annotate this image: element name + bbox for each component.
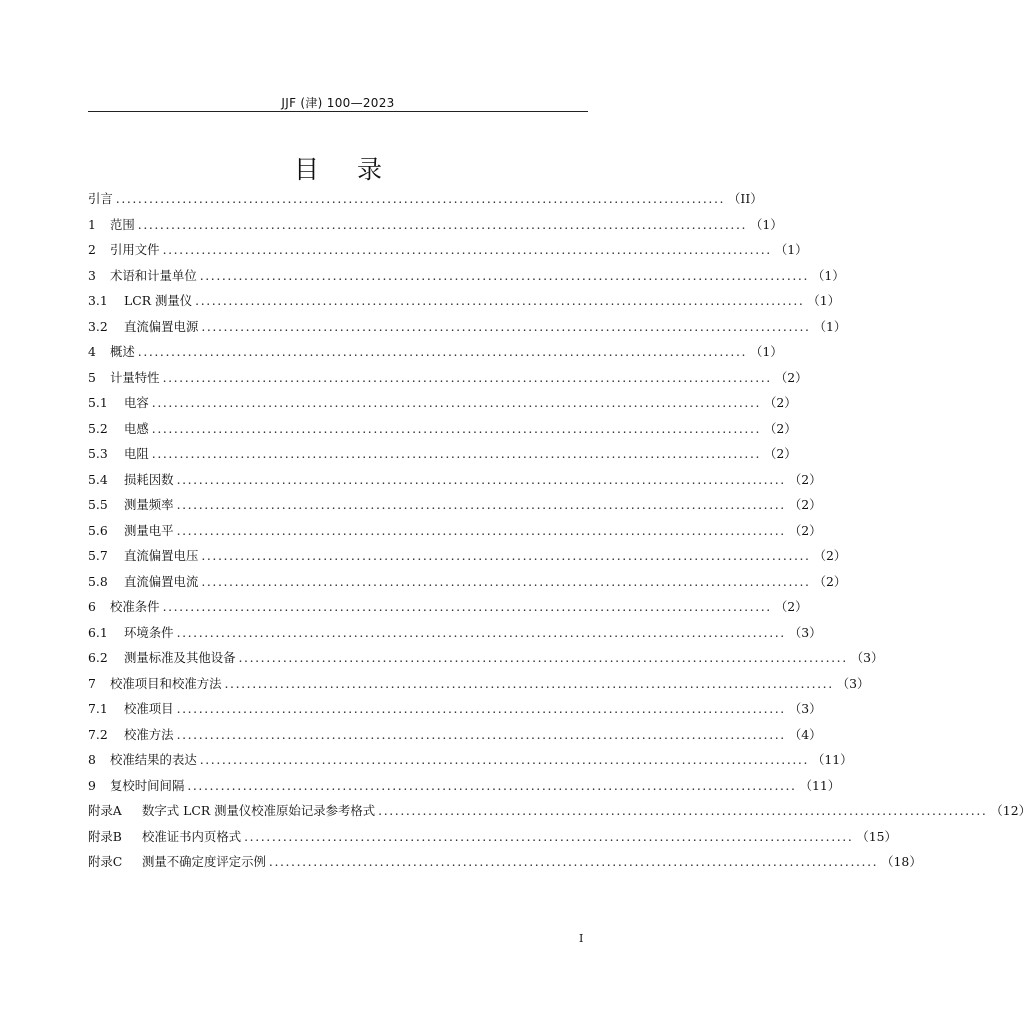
toc-number: 3.2 [88, 318, 108, 334]
toc-page: （11） [811, 752, 853, 767]
toc-label: 测量标准及其他设备 [124, 650, 236, 665]
toc-page: （2） [774, 369, 808, 385]
toc-label: 环境条件 [124, 624, 174, 640]
toc-leader: .............................................................................................................. [201, 318, 811, 334]
toc-entry[interactable] [88, 623, 822, 649]
toc-page: （1） [774, 242, 808, 257]
toc-page: （1） [811, 267, 845, 283]
toc-page: （2） [788, 471, 822, 487]
toc-number: 7.1 [88, 701, 108, 716]
toc-label: 校准项目和校准方法 [110, 675, 222, 691]
toc-number: 附录B [88, 828, 122, 844]
toc-leader: .............................................................................................................. [176, 471, 786, 487]
toc-entry[interactable] [88, 215, 783, 241]
toc-label: 校准方法 [124, 726, 174, 742]
toc-leader: .............................................................................................................. [162, 242, 772, 257]
toc-number: 9 [88, 777, 96, 793]
toc-entry[interactable] [88, 597, 808, 623]
toc-page: （12） [990, 803, 1031, 818]
toc-label: 引用文件 [110, 242, 160, 257]
toc-number: 5 [88, 369, 96, 385]
toc-label: 校准结果的表达 [110, 752, 197, 767]
toc-page: （3） [836, 675, 870, 691]
page-title: 目录 [293, 155, 420, 184]
toc-number: 8 [88, 752, 96, 767]
table-of-contents [88, 189, 1031, 878]
toc-entry[interactable] [88, 419, 797, 445]
toc-number: 5.5 [88, 497, 108, 512]
toc-entry[interactable] [88, 546, 847, 572]
toc-page: （II） [728, 191, 763, 206]
toc-entry[interactable] [88, 776, 841, 802]
toc-label: 数字式 LCR 测量仪校准原始记录参考格式 [142, 803, 376, 818]
toc-leader: .............................................................................................................. [176, 624, 786, 640]
toc-page: （4） [788, 726, 822, 742]
toc-number: 4 [88, 344, 96, 359]
toc-page: （11） [799, 777, 841, 793]
toc-page: （3） [788, 701, 822, 716]
toc-entry[interactable] [88, 827, 897, 853]
toc-number: 7 [88, 675, 96, 691]
toc-entry[interactable] [88, 189, 763, 215]
toc-number: 附录C [88, 854, 123, 869]
toc-label: 直流偏置电源 [124, 318, 199, 334]
toc-page: （2） [788, 497, 822, 512]
page-number: I [579, 932, 584, 945]
running-header: JJF (津) 100—2023 [281, 96, 395, 110]
toc-entry[interactable] [88, 266, 845, 292]
toc-page: （2） [813, 548, 847, 563]
toc-label: 损耗因数 [124, 471, 174, 487]
toc-entry[interactable] [88, 393, 797, 419]
toc-leader: .............................................................................................................. [151, 395, 762, 410]
toc-entry[interactable] [88, 470, 822, 496]
toc-leader: .............................................................................................................. [162, 369, 772, 385]
toc-label: 校准项目 [124, 701, 174, 716]
toc-label: 电容 [124, 395, 149, 410]
header-rule [88, 111, 588, 112]
toc-label: LCR 测量仪 [124, 293, 193, 308]
toc-entry[interactable] [88, 291, 841, 317]
toc-leader: .............................................................................................................. [238, 650, 848, 665]
toc-leader: .............................................................................................................. [224, 675, 834, 691]
toc-number: 5.3 [88, 446, 108, 461]
toc-entry[interactable] [88, 648, 884, 674]
toc-page: （3） [850, 650, 884, 665]
toc-leader: .............................................................................................................. [199, 752, 809, 767]
toc-entry[interactable] [88, 342, 783, 368]
toc-page: （2） [774, 599, 808, 614]
toc-leader: .............................................................................................................. [162, 599, 772, 614]
toc-number: 附录A [88, 803, 122, 818]
toc-entry[interactable] [88, 852, 922, 878]
toc-label: 直流偏置电压 [124, 548, 199, 563]
toc-label: 测量频率 [124, 497, 174, 512]
toc-entry[interactable] [88, 240, 808, 266]
toc-number: 5.1 [88, 395, 108, 410]
toc-entry[interactable] [88, 699, 822, 725]
toc-page: （1） [750, 216, 783, 232]
toc-page: （2） [764, 420, 797, 436]
toc-entry[interactable] [88, 725, 822, 751]
toc-leader: .............................................................................................................. [176, 522, 786, 538]
toc-page: （1） [750, 344, 783, 359]
toc-number: 1 [88, 216, 96, 232]
toc-leader: .............................................................................................................. [137, 344, 748, 359]
toc-page: （1） [807, 293, 841, 308]
toc-page: （1） [813, 318, 847, 334]
toc-label: 概述 [110, 344, 135, 359]
toc-page: （2） [813, 573, 847, 589]
toc-page: （2） [764, 395, 797, 410]
toc-label: 校准条件 [110, 599, 160, 614]
toc-number: 3 [88, 267, 96, 283]
toc-label: 测量不确定度评定示例 [142, 854, 266, 869]
toc-leader: .............................................................................................................. [137, 216, 748, 232]
toc-leader: .............................................................................................................. [199, 267, 809, 283]
toc-leader: .............................................................................................................. [115, 191, 726, 206]
toc-leader: .............................................................................................................. [176, 726, 786, 742]
toc-leader: .............................................................................................................. [268, 854, 879, 869]
toc-label: 电感 [124, 420, 149, 436]
toc-leader: .............................................................................................................. [195, 293, 805, 308]
toc-leader: .............................................................................................................. [201, 573, 811, 589]
toc-entry[interactable] [88, 317, 847, 343]
toc-leader: .............................................................................................................. [244, 828, 854, 844]
toc-number: 5.6 [88, 522, 108, 538]
toc-number: 6 [88, 599, 96, 614]
toc-label: 复校时间间隔 [110, 777, 185, 793]
toc-label: 直流偏置电流 [124, 573, 199, 589]
toc-label: 范围 [110, 216, 135, 232]
toc-label: 测量电平 [124, 522, 174, 538]
toc-entry[interactable] [88, 801, 1031, 827]
toc-leader: .............................................................................................................. [187, 777, 797, 793]
toc-number: 5.4 [88, 471, 108, 487]
toc-page: （2） [764, 446, 797, 461]
toc-entry[interactable] [88, 521, 822, 547]
toc-number: 6.1 [88, 624, 108, 640]
toc-page: （18） [881, 854, 922, 869]
toc-number: 5.7 [88, 548, 108, 563]
toc-label: 引言 [88, 191, 113, 206]
toc-entry[interactable] [88, 572, 847, 598]
toc-page: （2） [788, 522, 822, 538]
toc-label: 术语和计量单位 [110, 267, 197, 283]
toc-page: （3） [788, 624, 822, 640]
toc-entry[interactable] [88, 495, 822, 521]
toc-number: 5.8 [88, 573, 108, 589]
toc-entry[interactable] [88, 674, 870, 700]
toc-number: 3.1 [88, 293, 108, 308]
toc-page: （15） [856, 828, 897, 844]
toc-leader: .............................................................................................................. [176, 701, 786, 716]
toc-number: 7.2 [88, 726, 108, 742]
toc-leader: .............................................................................................................. [151, 420, 762, 436]
toc-entry[interactable] [88, 750, 853, 776]
toc-leader: .............................................................................................................. [151, 446, 762, 461]
toc-label: 计量特性 [110, 369, 160, 385]
toc-number: 6.2 [88, 650, 108, 665]
toc-label: 电阻 [124, 446, 149, 461]
toc-entry[interactable] [88, 368, 808, 394]
toc-number: 5.2 [88, 420, 108, 436]
toc-number: 2 [88, 242, 96, 257]
toc-leader: .............................................................................................................. [176, 497, 786, 512]
toc-leader: .............................................................................................................. [201, 548, 811, 563]
toc-label: 校准证书内页格式 [142, 828, 242, 844]
toc-leader: .............................................................................................................. [378, 803, 988, 818]
toc-entry[interactable] [88, 444, 797, 470]
